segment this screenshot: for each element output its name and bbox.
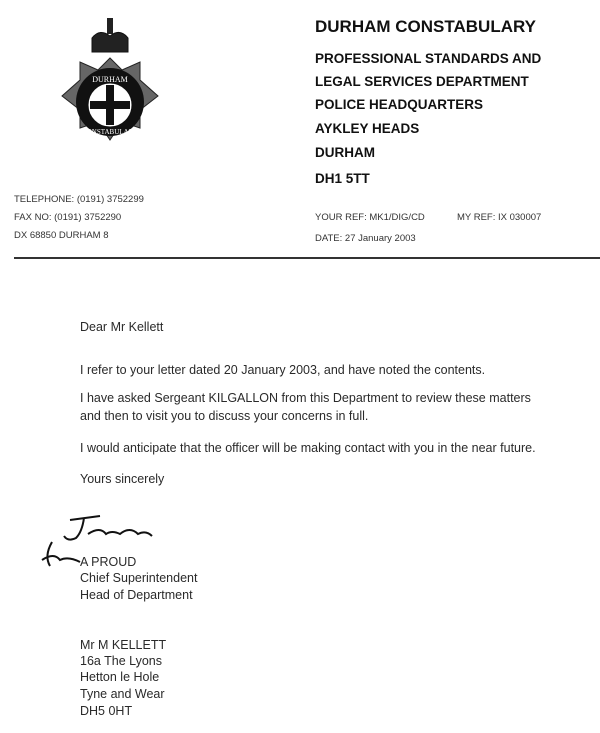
recipient-line: 16a The Lyons bbox=[80, 654, 163, 668]
address-line: DH1 5TT bbox=[315, 171, 370, 186]
recipient-line: Mr M KELLETT bbox=[80, 638, 167, 652]
recipient-line: DH5 0HT bbox=[80, 704, 133, 718]
recipient-line: Hetton le Hole bbox=[80, 670, 160, 684]
dx: DX 68850 DURHAM 8 bbox=[14, 230, 109, 241]
paragraph: and then to visit you to discuss your concerns in full. bbox=[80, 409, 369, 423]
svg-text:CONSTABULARY: CONSTABULARY bbox=[82, 128, 138, 136]
signer-name: A PROUD bbox=[80, 555, 137, 569]
svg-text:DURHAM: DURHAM bbox=[92, 75, 128, 84]
paragraph: I refer to your letter dated 20 January 2003, and have noted the contents. bbox=[80, 363, 486, 377]
salutation: Dear Mr Kellett bbox=[80, 320, 164, 334]
address-line: POLICE HEADQUARTERS bbox=[315, 97, 484, 112]
address-line: PROFESSIONAL STANDARDS AND bbox=[315, 51, 542, 66]
recipient-line: Tyne and Wear bbox=[80, 687, 165, 701]
durham-constabulary-crest-logo bbox=[40, 10, 180, 160]
fax: FAX NO: (0191) 3752290 bbox=[14, 212, 122, 223]
org-name: DURHAM CONSTABULARY bbox=[315, 17, 536, 36]
paragraph: I have asked Sergeant KILGALLON from this Department to review these matters bbox=[80, 391, 531, 405]
address-line: AYKLEY HEADS bbox=[315, 121, 420, 136]
signer-title: Chief Superintendent bbox=[80, 571, 198, 585]
my-ref: MY REF: IX 030007 bbox=[457, 212, 542, 223]
signer-department: Head of Department bbox=[80, 588, 193, 602]
paragraph: I would anticipate that the officer will be making contact with you in the near future. bbox=[80, 441, 536, 455]
your-ref: YOUR REF: MK1/DIG/CD bbox=[315, 212, 425, 223]
telephone: TELEPHONE: (0191) 3752299 bbox=[14, 194, 144, 205]
closing: Yours sincerely bbox=[80, 472, 165, 486]
address-line: DURHAM bbox=[315, 145, 375, 160]
address-line: LEGAL SERVICES DEPARTMENT bbox=[315, 74, 529, 89]
date: DATE: 27 January 2003 bbox=[315, 233, 416, 244]
header-divider bbox=[14, 257, 600, 259]
